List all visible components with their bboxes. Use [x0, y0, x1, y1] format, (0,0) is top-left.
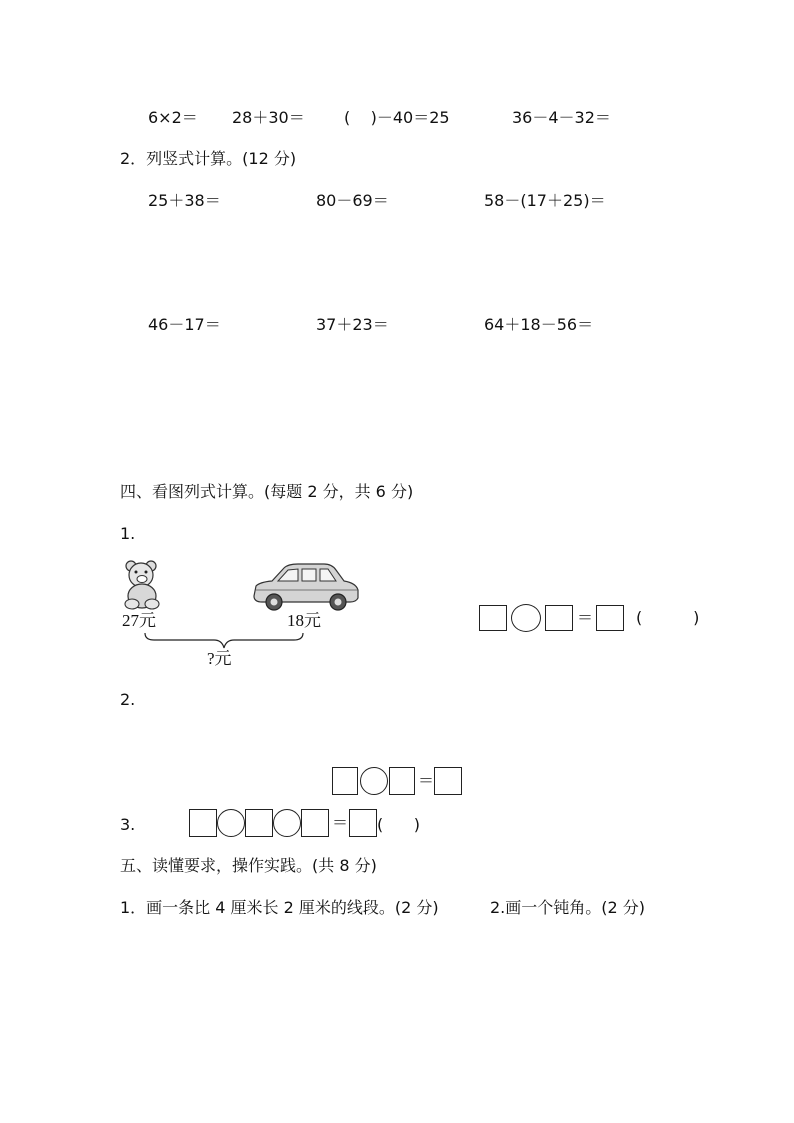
expr-6x2: 6×2＝	[148, 108, 198, 127]
p2-equals-sign: ＝	[418, 771, 435, 790]
section5-title: 五、读懂要求，操作实践。(共 8 分)	[120, 856, 377, 875]
expr-25-plus-38: 25＋38＝	[148, 191, 221, 210]
q2-title: 2．列竖式计算。(12 分)	[120, 149, 297, 168]
total-unknown: ?元	[207, 649, 232, 668]
expr-58-minus-group: 58－(17＋25)＝	[484, 191, 606, 210]
p1-operator-circle[interactable]	[511, 604, 541, 632]
p3-unit-paren[interactable]: ( )	[377, 815, 420, 834]
expr-37-plus-23: 37＋23＝	[316, 315, 389, 334]
p3-answer-box-2[interactable]	[245, 809, 273, 837]
bear-price: 27元	[122, 611, 156, 630]
expr-28-plus-30: 28＋30＝	[232, 108, 305, 127]
problem3-number: 3.	[120, 815, 136, 834]
p1-answer-box-2[interactable]	[545, 605, 573, 631]
car-price: 18元	[287, 611, 321, 630]
section4-title: 四、看图列式计算。(每题 2 分，共 6 分)	[120, 482, 414, 501]
expr-64-plus-18-minus-56: 64＋18－56＝	[484, 315, 594, 334]
expr-36-minus-4-minus-32: 36－4－32＝	[512, 108, 611, 127]
p1-answer-box-1[interactable]	[479, 605, 507, 631]
p2-answer-box-2[interactable]	[389, 767, 415, 795]
section5-q2: 2.画一个钝角。(2 分)	[490, 898, 646, 917]
p3-operator-circle-2[interactable]	[273, 809, 301, 837]
p2-answer-box-1[interactable]	[332, 767, 358, 795]
p3-operator-circle-1[interactable]	[217, 809, 245, 837]
p3-answer-box-3[interactable]	[301, 809, 329, 837]
p3-answer-box-result[interactable]	[349, 809, 377, 837]
p3-equals-sign: ＝	[332, 813, 349, 832]
expr-80-minus-69: 80－69＝	[316, 191, 389, 210]
total-brace	[144, 632, 304, 650]
problem2-number: 2.	[120, 690, 136, 709]
p1-unit-paren[interactable]: ( )	[636, 608, 700, 627]
section5-q1: 1．画一条比 4 厘米长 2 厘米的线段。(2 分)	[120, 898, 439, 917]
expr-blank-minus-40: ( )－40＝25	[344, 108, 450, 127]
car-illustration	[250, 560, 362, 612]
p1-equals-sign: ＝	[577, 608, 594, 627]
p3-answer-box-1[interactable]	[189, 809, 217, 837]
p1-answer-box-result[interactable]	[596, 605, 624, 631]
p2-operator-circle[interactable]	[360, 767, 388, 795]
teddy-bear-illustration	[122, 558, 162, 610]
expr-46-minus-17: 46－17＝	[148, 315, 221, 334]
p2-answer-box-result[interactable]	[434, 767, 462, 795]
problem1-number: 1.	[120, 524, 136, 543]
